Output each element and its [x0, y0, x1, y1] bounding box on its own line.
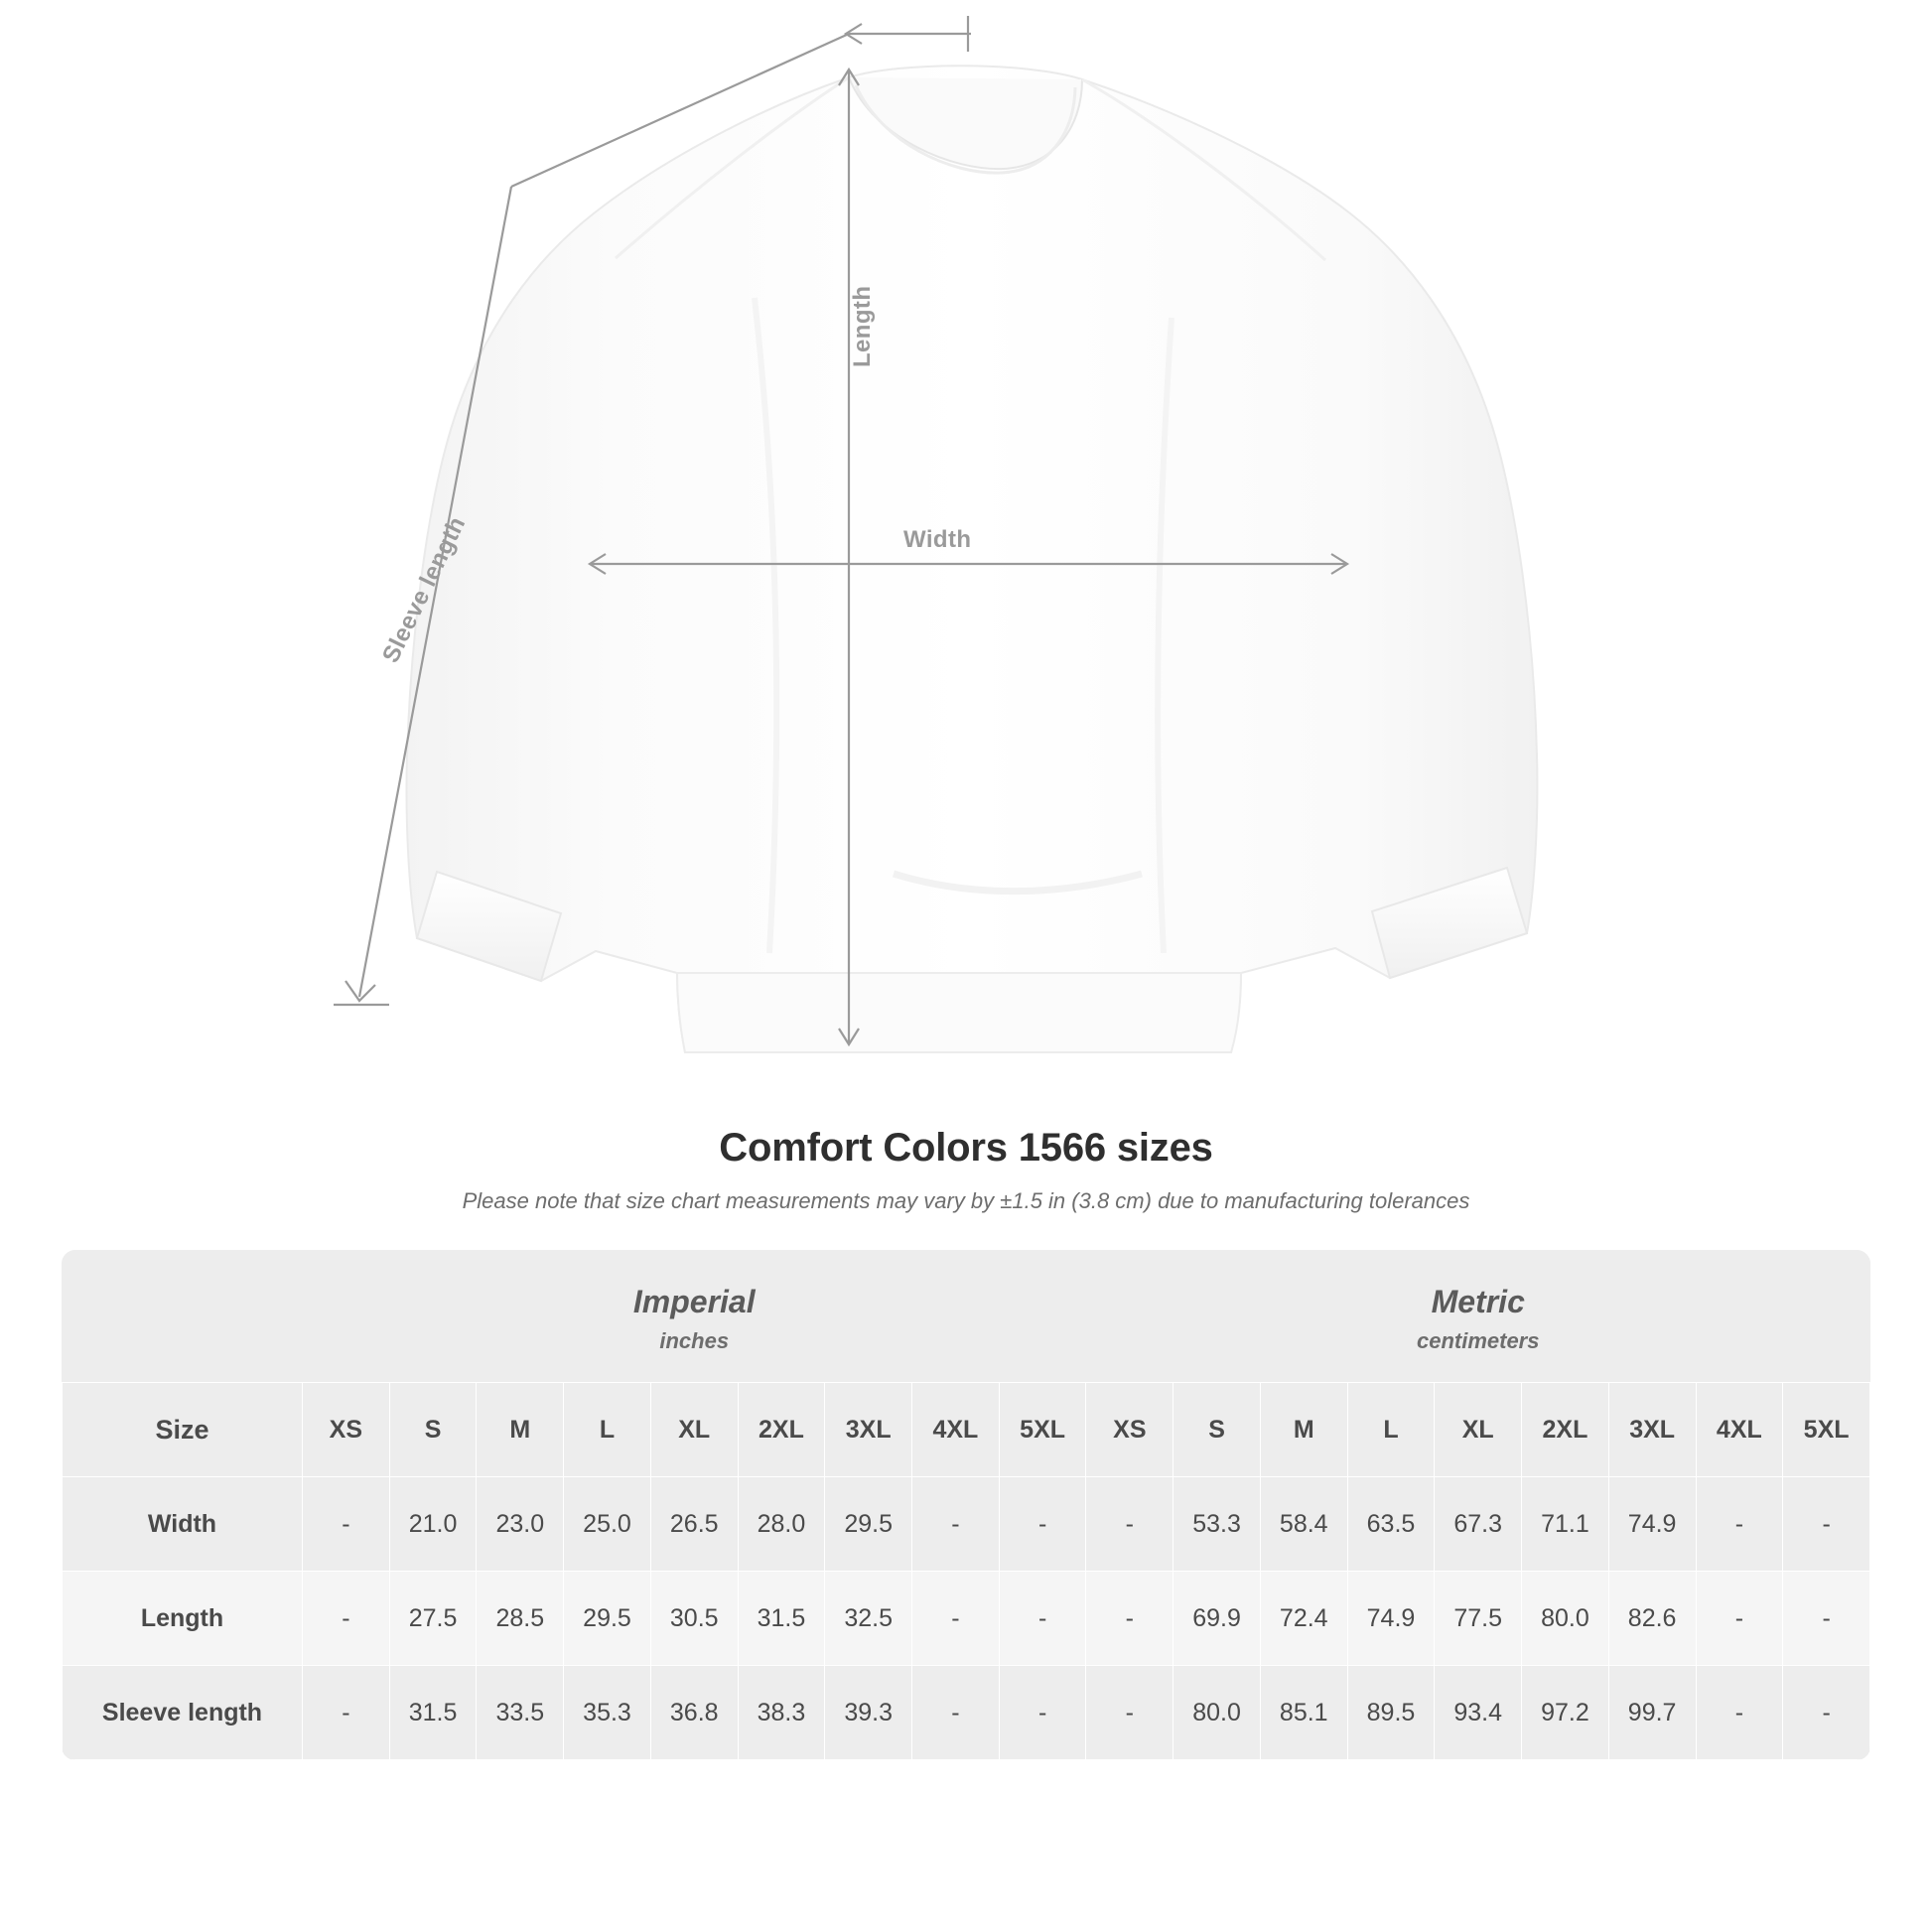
- cell-sleeve-metric-5xl: -: [1783, 1666, 1870, 1760]
- cell-sleeve-imperial-5xl: -: [999, 1666, 1086, 1760]
- cell-width-metric-4xl: -: [1696, 1477, 1783, 1572]
- cell-length-metric-2xl: 80.0: [1522, 1572, 1609, 1666]
- cell-width-metric-xs: -: [1086, 1477, 1173, 1572]
- cell-sleeve-imperial-2xl: 38.3: [738, 1666, 825, 1760]
- cell-sleeve-metric-m: 85.1: [1260, 1666, 1347, 1760]
- title-block: [0, 1126, 1932, 1214]
- size-table-container: [62, 1250, 1870, 1760]
- cell-width-imperial-xl: 26.5: [650, 1477, 738, 1572]
- header-metric-xs: XS: [1086, 1383, 1173, 1477]
- cell-length-metric-4xl: -: [1696, 1572, 1783, 1666]
- table-row: [63, 1666, 1870, 1760]
- header-imperial-m: M: [477, 1383, 564, 1477]
- cell-length-imperial-xl: 30.5: [650, 1572, 738, 1666]
- cell-width-imperial-s: 21.0: [389, 1477, 477, 1572]
- size-header-row: [63, 1383, 1870, 1477]
- cell-sleeve-imperial-3xl: 39.3: [825, 1666, 912, 1760]
- table-row: [63, 1572, 1870, 1666]
- sweatshirt-shape: [406, 66, 1537, 1052]
- system-header-row: [63, 1250, 1870, 1383]
- header-metric-4xl: 4XL: [1696, 1383, 1783, 1477]
- cell-length-metric-s: 69.9: [1173, 1572, 1261, 1666]
- tolerance-note: Please note that size chart measurements may vary by ±1.5 in (3.8 cm) due to manufacturing tolerances: [462, 1188, 1470, 1213]
- cell-width-imperial-m: 23.0: [477, 1477, 564, 1572]
- system-header-spacer: [63, 1250, 303, 1383]
- cell-width-imperial-l: 25.0: [564, 1477, 651, 1572]
- width-dimension-label: Width: [903, 526, 972, 553]
- cell-sleeve-imperial-4xl: -: [912, 1666, 1000, 1760]
- row-label-width: Width: [63, 1477, 303, 1572]
- header-imperial-2xl: 2XL: [738, 1383, 825, 1477]
- cell-sleeve-metric-xs: -: [1086, 1666, 1173, 1760]
- cell-length-imperial-2xl: 31.5: [738, 1572, 825, 1666]
- cell-length-imperial-l: 29.5: [564, 1572, 651, 1666]
- cell-width-metric-2xl: 71.1: [1522, 1477, 1609, 1572]
- cell-length-imperial-m: 28.5: [477, 1572, 564, 1666]
- length-dimension-label: Length: [849, 285, 876, 367]
- metric-unit: centimeters: [1416, 1328, 1540, 1353]
- header-metric-5xl: 5XL: [1783, 1383, 1870, 1477]
- cell-sleeve-metric-l: 89.5: [1347, 1666, 1435, 1760]
- cell-width-imperial-xs: -: [303, 1477, 390, 1572]
- cell-length-metric-xl: 77.5: [1435, 1572, 1522, 1666]
- cell-length-imperial-xs: -: [303, 1572, 390, 1666]
- cell-width-metric-s: 53.3: [1173, 1477, 1261, 1572]
- cell-width-metric-l: 63.5: [1347, 1477, 1435, 1572]
- sleeve-length-dimension-label: Sleeve length: [377, 512, 472, 667]
- metric-label: Metric: [1431, 1284, 1525, 1319]
- header-imperial-xl: XL: [650, 1383, 738, 1477]
- cell-sleeve-imperial-xs: -: [303, 1666, 390, 1760]
- header-metric-2xl: 2XL: [1522, 1383, 1609, 1477]
- header-imperial-l: L: [564, 1383, 651, 1477]
- cell-sleeve-imperial-xl: 36.8: [650, 1666, 738, 1760]
- header-metric-l: L: [1347, 1383, 1435, 1477]
- cell-width-imperial-2xl: 28.0: [738, 1477, 825, 1572]
- cell-sleeve-imperial-l: 35.3: [564, 1666, 651, 1760]
- header-metric-m: M: [1260, 1383, 1347, 1477]
- cell-length-imperial-4xl: -: [912, 1572, 1000, 1666]
- header-metric-s: S: [1173, 1383, 1261, 1477]
- cell-width-metric-3xl: 74.9: [1608, 1477, 1696, 1572]
- cell-sleeve-metric-3xl: 99.7: [1608, 1666, 1696, 1760]
- header-metric-xl: XL: [1435, 1383, 1522, 1477]
- header-imperial-4xl: 4XL: [912, 1383, 1000, 1477]
- cell-sleeve-metric-s: 80.0: [1173, 1666, 1261, 1760]
- cell-sleeve-metric-2xl: 97.2: [1522, 1666, 1609, 1760]
- header-metric-3xl: 3XL: [1608, 1383, 1696, 1477]
- page-title: Comfort Colors 1566 sizes: [719, 1126, 1213, 1170]
- system-header-metric: [1086, 1250, 1870, 1383]
- row-label-length: Length: [63, 1572, 303, 1666]
- cell-length-metric-xs: -: [1086, 1572, 1173, 1666]
- cell-length-imperial-5xl: -: [999, 1572, 1086, 1666]
- header-size: Size: [63, 1383, 303, 1477]
- system-header-imperial: [303, 1250, 1086, 1383]
- cell-length-metric-m: 72.4: [1260, 1572, 1347, 1666]
- header-imperial-3xl: 3XL: [825, 1383, 912, 1477]
- row-label-sleeve-length: Sleeve length: [63, 1666, 303, 1760]
- cell-length-metric-l: 74.9: [1347, 1572, 1435, 1666]
- table-row: [63, 1477, 1870, 1572]
- imperial-unit: inches: [659, 1328, 730, 1353]
- imperial-label: Imperial: [632, 1284, 756, 1319]
- header-imperial-s: S: [389, 1383, 477, 1477]
- cell-width-imperial-3xl: 29.5: [825, 1477, 912, 1572]
- cell-sleeve-imperial-s: 31.5: [389, 1666, 477, 1760]
- cell-sleeve-metric-xl: 93.4: [1435, 1666, 1522, 1760]
- size-table: [62, 1250, 1870, 1760]
- cell-length-imperial-3xl: 32.5: [825, 1572, 912, 1666]
- cell-length-metric-5xl: -: [1783, 1572, 1870, 1666]
- cell-width-metric-xl: 67.3: [1435, 1477, 1522, 1572]
- cell-sleeve-metric-4xl: -: [1696, 1666, 1783, 1760]
- cell-width-imperial-5xl: -: [999, 1477, 1086, 1572]
- cell-length-imperial-s: 27.5: [389, 1572, 477, 1666]
- cell-sleeve-imperial-m: 33.5: [477, 1666, 564, 1760]
- cell-width-imperial-4xl: -: [912, 1477, 1000, 1572]
- header-imperial-xs: XS: [303, 1383, 390, 1477]
- cell-width-metric-m: 58.4: [1260, 1477, 1347, 1572]
- cell-length-metric-3xl: 82.6: [1608, 1572, 1696, 1666]
- header-imperial-5xl: 5XL: [999, 1383, 1086, 1477]
- cell-width-metric-5xl: -: [1783, 1477, 1870, 1572]
